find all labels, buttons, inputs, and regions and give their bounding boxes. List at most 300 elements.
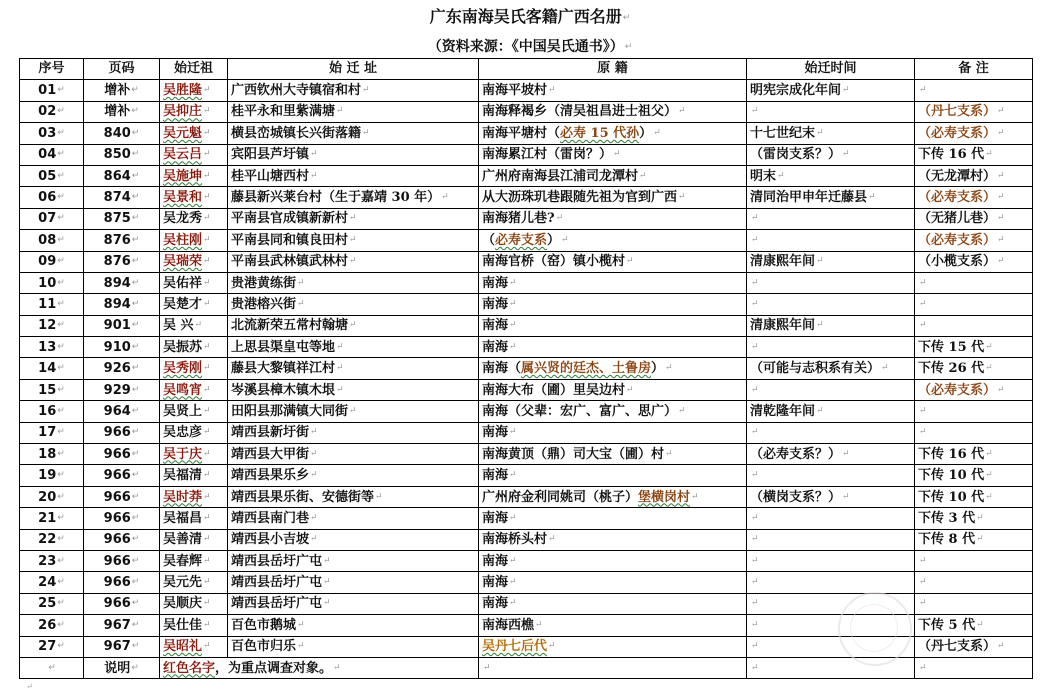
row-note <box>915 615 1033 636</box>
row-migration-time <box>747 465 915 486</box>
row-ancestor-name <box>160 486 228 507</box>
row-number <box>20 187 84 208</box>
paragraph-mark: ↵ <box>57 106 65 117</box>
location-text: 靖西县小吉坡 <box>231 532 310 548</box>
paragraph-mark: ↵ <box>310 512 318 523</box>
paragraph-mark: ↵ <box>131 234 140 245</box>
note-text: （无猪儿巷） <box>918 211 997 227</box>
row-page-text: 966 <box>103 489 131 505</box>
migration-time-text: 十七世纪末 <box>750 125 816 141</box>
table-row <box>20 465 1033 486</box>
paragraph-mark: ↵ <box>131 256 140 267</box>
paragraph-mark: ↵ <box>751 512 759 523</box>
paragraph-mark: ↵ <box>985 341 993 352</box>
origin-text: 广州府金利同姚司（桃子） <box>482 489 639 505</box>
location-text: 贵港榕兴街 <box>231 296 297 312</box>
row-location <box>228 230 479 251</box>
row-origin <box>479 636 747 657</box>
paragraph-mark: ↵ <box>751 298 759 309</box>
paragraph-mark: ↵ <box>509 341 517 352</box>
row-number <box>20 486 84 507</box>
row-migration-time <box>747 208 915 229</box>
paragraph-mark: ↵ <box>57 405 65 416</box>
ancestor-name-text: 吴善清 <box>163 532 203 548</box>
row-ancestor-name <box>160 315 228 336</box>
paragraph-mark: ↵ <box>751 427 759 438</box>
row-origin <box>479 422 747 443</box>
note-text: 下传 5 代 <box>918 617 976 633</box>
row-ancestor-name <box>160 294 228 315</box>
paragraph-mark: ↵ <box>919 427 927 438</box>
migration-time-text: 清同治甲申年迁藤县 <box>750 190 868 206</box>
paragraph-mark: ↵ <box>131 384 140 395</box>
paragraph-mark: ↵ <box>57 192 65 203</box>
paragraph-mark: ↵ <box>509 320 517 331</box>
paragraph-mark: ↵ <box>297 277 305 288</box>
row-number-text: 03 <box>38 125 57 141</box>
paragraph-mark: ↵ <box>535 619 543 630</box>
location-text: 百色市鹅城 <box>231 617 297 633</box>
row-note <box>915 123 1033 144</box>
paragraph-mark: ↵ <box>842 448 850 459</box>
ancestor-name-text: 吴瑞荣 <box>163 254 203 270</box>
ancestor-name-text: 吴龙秀 <box>163 211 203 227</box>
row-migration-time <box>747 401 915 422</box>
row-ancestor-name <box>160 529 228 550</box>
paragraph-mark: ↵ <box>997 170 1005 181</box>
paragraph-mark: ↵ <box>297 619 305 630</box>
paragraph-mark: ↵ <box>131 577 140 588</box>
ancestor-name-text: 吴柱刚 <box>163 232 203 248</box>
note-text: 下传 16 代 <box>918 446 985 462</box>
paragraph-mark: ↵ <box>203 384 211 395</box>
table-row <box>20 123 1033 144</box>
row-note <box>915 251 1033 272</box>
footer-red-text: 红色名字 <box>163 660 216 676</box>
row-page-text: 966 <box>103 468 131 484</box>
row-origin <box>479 230 747 251</box>
paragraph-mark: ↵ <box>816 405 824 416</box>
row-number-text: 07 <box>38 211 57 227</box>
row-note <box>915 208 1033 229</box>
location-text: 上思县渠皇屯等地 <box>231 339 336 355</box>
row-number-text: 23 <box>38 553 57 569</box>
row-migration-time <box>747 337 915 358</box>
paragraph-mark: ↵ <box>57 619 65 630</box>
paragraph-mark: ↵ <box>203 127 211 138</box>
row-page-text: 966 <box>103 532 131 548</box>
note-text: （丹七支系） <box>918 104 997 120</box>
location-text: 靖西县岳圩广屯 <box>231 553 323 569</box>
paragraph-mark: ↵ <box>919 577 927 588</box>
paragraph-mark: ↵ <box>310 170 318 181</box>
row-number <box>20 80 84 101</box>
location-text: 贵港黄练街 <box>231 275 297 291</box>
ancestor-name-text: 吴顺庆 <box>163 596 203 612</box>
ancestor-name-text: 吴福昌 <box>163 510 203 526</box>
table-row <box>20 230 1033 251</box>
row-page-text: 966 <box>103 575 131 591</box>
paragraph-mark: ↵ <box>777 170 785 181</box>
table-row <box>20 165 1033 186</box>
row-note <box>915 444 1033 465</box>
row-origin <box>479 337 747 358</box>
paragraph-mark: ↵ <box>483 662 491 673</box>
paragraph-mark: ↵ <box>57 170 65 181</box>
paragraph-mark: ↵ <box>751 234 759 245</box>
ancestor-name-text: 吴抑庄 <box>163 104 203 120</box>
row-ancestor-name <box>160 465 228 486</box>
paragraph-mark: ↵ <box>976 619 984 630</box>
paragraph-mark: ↵ <box>362 127 370 138</box>
row-location <box>228 187 479 208</box>
paragraph-mark: ↵ <box>203 598 211 609</box>
row-ancestor-name <box>160 444 228 465</box>
paragraph-mark: ↵ <box>349 405 357 416</box>
ancestor-name-text: 吴仕佳 <box>163 617 203 633</box>
row-number-text: 17 <box>38 425 57 441</box>
row-number <box>20 422 84 443</box>
row-page-text: 875 <box>103 211 131 227</box>
row-note <box>915 144 1033 165</box>
note-text: 下传 8 代 <box>918 532 976 548</box>
location-text: 平南县同和镇良田村 <box>231 232 349 248</box>
row-location <box>228 80 479 101</box>
row-note <box>915 593 1033 614</box>
row-location <box>228 379 479 400</box>
row-number-text: 21 <box>38 510 57 526</box>
paragraph-mark: ↵ <box>751 106 759 117</box>
row-number-text: 25 <box>38 596 57 612</box>
origin-highlight-text: 堡横岗村 <box>638 489 691 505</box>
row-page <box>84 401 160 422</box>
paragraph-mark: ↵ <box>203 170 211 181</box>
row-page <box>84 144 160 165</box>
paragraph-mark: ↵ <box>548 534 556 545</box>
table-row <box>20 529 1033 550</box>
origin-tail-text: ） <box>639 125 653 141</box>
paragraph-mark: ↵ <box>131 405 140 416</box>
header-page: 页码 <box>84 59 160 80</box>
location-text: 田阳县那满镇大同街 <box>231 403 349 419</box>
paragraph-mark: ↵ <box>131 555 140 566</box>
row-migration-time <box>747 272 915 293</box>
row-origin <box>479 187 747 208</box>
note-text: 下传 16 代 <box>918 147 985 163</box>
paragraph-mark: ↵ <box>203 298 211 309</box>
location-text: 平南县官成镇新新村 <box>231 211 349 227</box>
paragraph-mark: ↵ <box>131 127 140 138</box>
origin-text: 南海猪儿巷? <box>482 211 555 227</box>
row-origin <box>479 401 747 422</box>
row-note <box>915 465 1033 486</box>
paragraph-mark: ↵ <box>751 555 759 566</box>
paragraph-mark: ↵ <box>57 641 65 652</box>
row-number <box>20 444 84 465</box>
row-number <box>20 572 84 593</box>
row-page <box>84 358 160 379</box>
paragraph-mark: ↵ <box>665 448 673 459</box>
row-page-text: 967 <box>103 617 131 633</box>
table-row <box>20 208 1033 229</box>
paragraph-mark: ↵ <box>919 277 927 288</box>
paragraph-mark: ↵ <box>203 363 211 374</box>
row-number <box>20 230 84 251</box>
note-text: （无龙潭村） <box>918 168 997 184</box>
origin-text: 南海 <box>482 296 509 312</box>
paragraph-mark: ↵ <box>548 641 556 652</box>
paragraph-mark: ↵ <box>751 277 759 288</box>
row-migration-time <box>747 358 915 379</box>
row-note <box>915 165 1033 186</box>
paragraph-mark: ↵ <box>131 341 140 352</box>
paragraph-mark: ↵ <box>751 341 759 352</box>
paragraph-mark: ↵ <box>976 512 984 523</box>
footer-text: ，为重点调查对象。 <box>215 660 333 676</box>
row-page-text: 876 <box>103 254 131 270</box>
paragraph-mark: ↵ <box>816 256 824 267</box>
row-location <box>228 486 479 507</box>
origin-text: 南海黄顶（鼎）司大宝（圃）村 <box>482 446 665 462</box>
row-migration-time <box>747 315 915 336</box>
location-text: 平南县武林镇武林村 <box>231 254 349 270</box>
row-number-text: 09 <box>38 254 57 270</box>
paragraph-mark: ↵ <box>751 213 759 224</box>
row-page-text: 850 <box>103 147 131 163</box>
paragraph-mark: ↵ <box>203 192 211 203</box>
row-number <box>20 144 84 165</box>
paragraph-mark: ↵ <box>336 106 344 117</box>
paragraph-mark: ↵ <box>131 85 139 96</box>
origin-text: 南海西樵 <box>482 617 535 633</box>
paragraph-mark: ↵ <box>57 598 65 609</box>
row-note <box>915 315 1033 336</box>
row-number <box>20 550 84 571</box>
ancestor-name-text: 吴景和 <box>163 190 203 206</box>
ancestor-name-text: 吴云吕 <box>163 147 203 163</box>
paragraph-mark: ↵ <box>919 85 927 96</box>
row-origin <box>479 486 747 507</box>
paragraph-mark: ↵ <box>323 577 331 588</box>
row-ancestor-name <box>160 379 228 400</box>
row-origin <box>479 123 747 144</box>
paragraph-mark: ↵ <box>203 619 211 630</box>
origin-highlight-text: 必寿支系 <box>495 232 548 248</box>
row-location <box>228 572 479 593</box>
row-location <box>228 165 479 186</box>
row-page-text: 966 <box>103 596 131 612</box>
row-number <box>20 251 84 272</box>
location-text: 北流新荣五常村翰塘 <box>231 318 349 334</box>
origin-text: 南海（父辈：宏广、富广、思广） <box>482 403 678 419</box>
ancestor-name-text: 吴秀刚 <box>163 361 203 377</box>
row-ancestor-name <box>160 230 228 251</box>
row-number <box>20 465 84 486</box>
paragraph-mark: ↵ <box>985 448 993 459</box>
paragraph-mark: ↵ <box>203 534 211 545</box>
row-page-text: 增补 <box>104 83 131 99</box>
paragraph-mark: ↵ <box>57 427 65 438</box>
paragraph-mark: ↵ <box>919 298 927 309</box>
paragraph-mark: ↵ <box>985 470 993 481</box>
document-subtitle: （资料来源：《中国吴氏通书》）↵ <box>427 39 633 55</box>
row-page-text: 894 <box>103 275 131 291</box>
paragraph-mark: ↵ <box>509 555 517 566</box>
table-row <box>20 572 1033 593</box>
header-name: 始迁祖 <box>160 59 228 80</box>
row-number <box>20 529 84 550</box>
row-origin <box>479 315 747 336</box>
note-text: 下传 10 代 <box>918 468 985 484</box>
row-ancestor-name <box>160 358 228 379</box>
paragraph-mark: ↵ <box>323 555 331 566</box>
row-page <box>84 593 160 614</box>
row-page <box>84 187 160 208</box>
paragraph-mark: ↵ <box>57 277 65 288</box>
row-note <box>915 230 1033 251</box>
origin-text: （ <box>482 232 496 248</box>
paragraph-mark: ↵ <box>57 470 65 481</box>
row-location <box>228 272 479 293</box>
origin-text: 南海累江村（雷岗？） <box>482 147 613 163</box>
row-location <box>228 251 479 272</box>
row-location <box>228 593 479 614</box>
row-location <box>228 315 479 336</box>
row-migration-time <box>747 251 915 272</box>
paragraph-mark: ↵ <box>57 363 65 374</box>
paragraph-mark: ↵ <box>985 149 993 160</box>
paragraph-mark: ↵ <box>362 85 370 96</box>
row-number-text: 04 <box>38 147 57 163</box>
origin-text: 南海 <box>482 318 509 334</box>
paragraph-mark: ↵ <box>131 512 140 523</box>
row-number <box>20 315 84 336</box>
location-text: 靖西县岳圩广屯 <box>231 575 323 591</box>
row-origin <box>479 465 747 486</box>
row-number <box>20 508 84 529</box>
note-text: （必寿支系） <box>918 232 997 248</box>
row-page-text: 967 <box>103 639 131 655</box>
paragraph-mark: ↵ <box>26 682 33 691</box>
row-migration-time <box>747 572 915 593</box>
row-migration-time <box>747 123 915 144</box>
location-text: 靖西县大甲街 <box>231 446 310 462</box>
row-note <box>915 529 1033 550</box>
footer-label <box>84 657 160 678</box>
row-ancestor-name <box>160 208 228 229</box>
row-page <box>84 529 160 550</box>
row-page <box>84 230 160 251</box>
row-page-text: 966 <box>103 446 131 462</box>
row-page <box>84 379 160 400</box>
table-row <box>20 101 1033 122</box>
paragraph-mark: ↵ <box>349 213 357 224</box>
row-note <box>915 294 1033 315</box>
row-number-text: 01 <box>38 83 57 99</box>
paragraph-mark: ↵ <box>997 641 1005 652</box>
paragraph-mark: ↵ <box>561 234 569 245</box>
row-location <box>228 123 479 144</box>
paragraph-mark: ↵ <box>919 662 927 673</box>
row-number <box>20 401 84 422</box>
note-text: （必寿支系） <box>918 125 997 141</box>
origin-text: 南海官桥（窑）镇小榄村 <box>482 254 626 270</box>
row-origin <box>479 251 747 272</box>
location-text: 广西钦州大寺镇宿和村 <box>231 83 362 99</box>
migration-time-text: （可能与志积系有关） <box>750 361 881 377</box>
note-text: 下传 15 代 <box>918 339 985 355</box>
row-page <box>84 315 160 336</box>
row-number <box>20 272 84 293</box>
paragraph-mark: ↵ <box>919 555 927 566</box>
row-location <box>228 294 479 315</box>
paragraph-mark: ↵ <box>997 256 1005 267</box>
migration-time-text: 明末 <box>750 168 777 184</box>
location-text: 藤县新兴莱台村（生于嘉靖 30 年） <box>231 190 441 206</box>
row-page-text: 910 <box>103 339 131 355</box>
header-note: 备 注 <box>915 59 1033 80</box>
paragraph-mark: ↵ <box>816 320 824 331</box>
paragraph-mark: ↵ <box>509 470 517 481</box>
paragraph-mark: ↵ <box>203 470 211 481</box>
row-origin <box>479 379 747 400</box>
row-number <box>20 358 84 379</box>
row-origin <box>479 208 747 229</box>
paragraph-mark: ↵ <box>310 448 318 459</box>
row-migration-time <box>747 422 915 443</box>
paragraph-mark: ↵ <box>131 106 139 117</box>
paragraph-mark: ↵ <box>678 405 686 416</box>
origin-tail-text: ） <box>547 232 561 248</box>
row-page-text: 966 <box>103 553 131 569</box>
row-note <box>915 422 1033 443</box>
paragraph-mark: ↵ <box>613 149 621 160</box>
paragraph-mark: ↵ <box>868 192 876 203</box>
row-location <box>228 529 479 550</box>
paragraph-mark: ↵ <box>203 641 211 652</box>
row-number <box>20 615 84 636</box>
table-row <box>20 251 1033 272</box>
row-number <box>20 123 84 144</box>
paragraph-mark: ↵ <box>203 277 211 288</box>
paragraph-mark: ↵ <box>297 641 305 652</box>
row-location <box>228 508 479 529</box>
paragraph-mark: ↵ <box>375 491 383 502</box>
paragraph-mark: ↵ <box>349 320 357 331</box>
table-row <box>20 187 1033 208</box>
paragraph-mark: ↵ <box>48 662 56 673</box>
row-number-text: 20 <box>38 489 57 505</box>
row-number <box>20 101 84 122</box>
location-text: 百色市归乐 <box>231 639 297 655</box>
row-page <box>84 294 160 315</box>
row-migration-time <box>747 444 915 465</box>
row-page-text: 874 <box>103 190 131 206</box>
table-row <box>20 337 1033 358</box>
paragraph-mark: ↵ <box>842 85 850 96</box>
row-page <box>84 337 160 358</box>
paragraph-mark: ↵ <box>131 427 140 438</box>
footer-label-text: 说明 <box>104 660 131 676</box>
paragraph-mark: ↵ <box>131 534 140 545</box>
paragraph-mark: ↵ <box>57 213 65 224</box>
paragraph-mark: ↵ <box>297 298 305 309</box>
paragraph-mark: ↵ <box>997 384 1005 395</box>
paragraph-mark: ↵ <box>639 170 647 181</box>
row-location <box>228 636 479 657</box>
migration-time-text: 清康熙年间 <box>750 318 816 334</box>
row-page-text: 901 <box>103 318 131 334</box>
